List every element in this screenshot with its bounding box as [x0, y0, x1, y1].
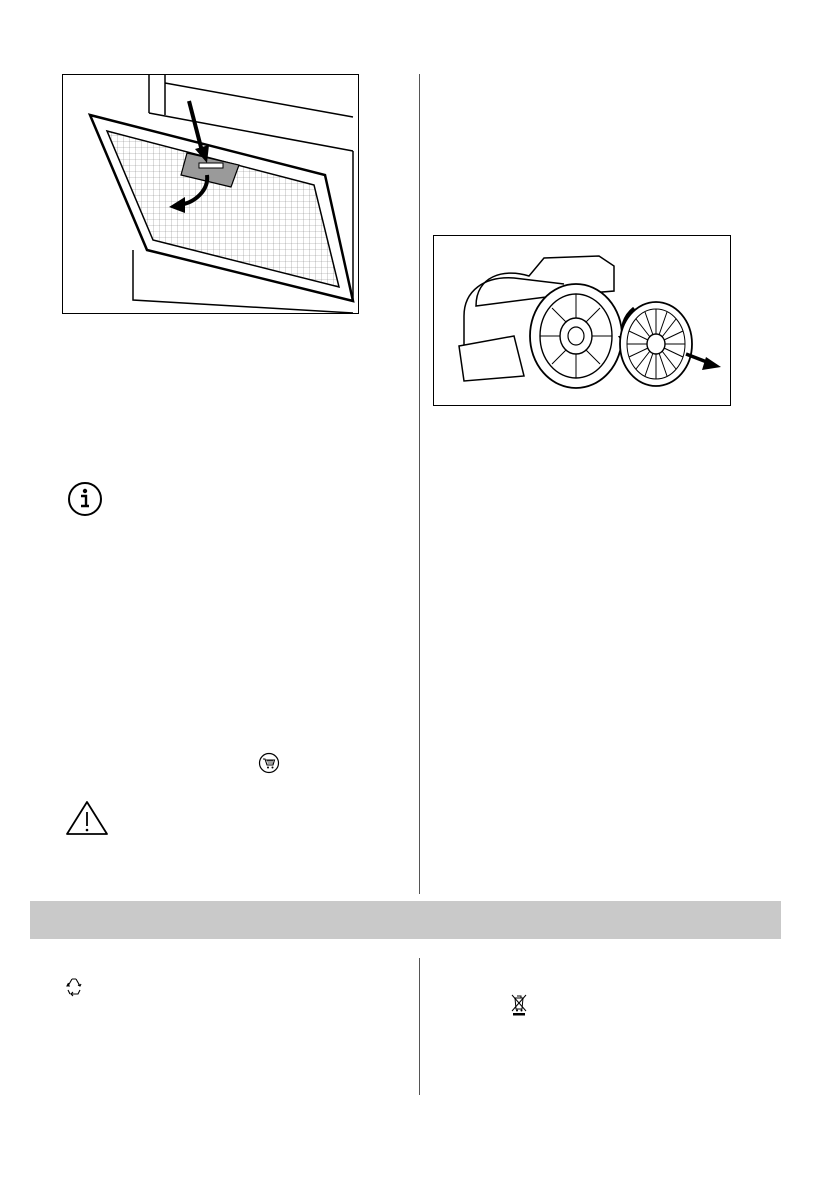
column-divider-lower [419, 958, 420, 1095]
crossed-out-bin-icon [510, 992, 528, 1016]
recycle-icon [63, 976, 85, 998]
grease-filter-figure [62, 74, 359, 314]
section-header-band [30, 901, 781, 939]
info-icon [67, 481, 103, 517]
charcoal-filter-figure [433, 235, 731, 406]
charcoal-filter-removal-illustration [434, 236, 730, 405]
warning-triangle-icon [65, 800, 109, 836]
shopping-cart-icon [258, 752, 280, 774]
grease-filter-removal-illustration [63, 75, 358, 313]
column-divider-upper [419, 74, 420, 894]
